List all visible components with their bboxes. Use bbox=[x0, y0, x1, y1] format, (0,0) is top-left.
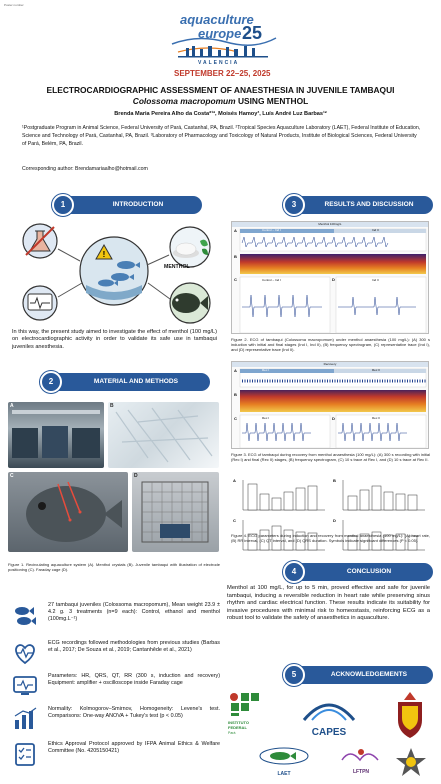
acknowledgement-logos bbox=[224, 690, 434, 782]
photo-label: A bbox=[10, 403, 14, 409]
methods-item-statistics bbox=[12, 706, 220, 734]
monitor-icon bbox=[12, 673, 38, 699]
event-brand-line2: europe bbox=[198, 26, 242, 41]
laet-logo-text: LAET bbox=[277, 771, 291, 777]
poster-subtitle bbox=[10, 96, 431, 107]
ifpa-logo-text2: FEDERAL bbox=[228, 724, 247, 730]
stage-label: Rec II bbox=[372, 416, 380, 420]
section-number: 2 bbox=[40, 371, 62, 393]
panel-label: D bbox=[333, 518, 336, 523]
species-name: Colossoma macropomum bbox=[132, 96, 236, 106]
fish-icon bbox=[12, 602, 38, 628]
stage-label: Control – Ind I bbox=[262, 278, 281, 282]
figure4-panel-a bbox=[243, 480, 325, 510]
conclusion-text: Menthol at 100 mg/L, for up to 5 min, proved effective and safe for juvenile tambaqui, inducing a reversible reduction in heart rate while preserving sinus rhythm and cardiac electrical function. These results indicate its suitability for invasive procedures with minimal risk to homeostasis, reinforcing ECG as a robust tool to validate the safety of anaesthetics in aquaculture. bbox=[227, 585, 430, 622]
ifpa-logo-graphic bbox=[228, 692, 268, 716]
methods-item-animals bbox=[12, 602, 220, 636]
lftpn-logo-graphic bbox=[336, 746, 386, 764]
panel-label: A bbox=[234, 368, 237, 373]
methods-item-ethics bbox=[12, 741, 220, 769]
section-acknowledgements-header bbox=[283, 666, 433, 684]
panel-label: D bbox=[332, 416, 335, 421]
fish-electrodes-graphic bbox=[8, 472, 128, 552]
figure3-caption: Figure 3. ECG of tambaqui during recovery from menthol anaesthesia (100 mg/L): (A) 300 s recording with initial (Rec I) and final (Rec II) stages, (B) frequency spectrogram, (C) 10 s trace at Rec I, and (D) 10 s trace at Rec II. bbox=[231, 452, 430, 463]
figure3-graphic bbox=[232, 367, 430, 450]
methods-text: ECG recordings followed methodologies from previous studies (Barbas et al., 2017; De Souza et al., 2019; Cantanhêde et al., 2021) bbox=[48, 640, 220, 653]
methods-text: 27 tambaqui juveniles (Colossoma macropomum), Mean weight 23.9 ± 4.2 g. 3 treatments (n=9 each): Control, ethanol and menthol (100mg.L⁻¹) bbox=[48, 602, 220, 622]
ecg-monitor-icon bbox=[23, 286, 57, 320]
badge-logo bbox=[394, 746, 428, 780]
photo-label: B bbox=[110, 403, 114, 409]
panel-label: C bbox=[234, 277, 237, 282]
laet-logo-graphic bbox=[254, 746, 314, 766]
section-label: RESULTS AND DISCUSSION bbox=[324, 201, 414, 208]
panel-label: C bbox=[234, 416, 237, 421]
section-number: 5 bbox=[283, 664, 305, 686]
figure1-photos bbox=[8, 402, 219, 552]
section-label: CONCLUSION bbox=[346, 568, 392, 575]
stage-label: Ind II bbox=[372, 278, 379, 282]
figure4-panel-b bbox=[343, 480, 425, 510]
authors: Brenda Maria Pereira Alho da Costa*¹², Moisés Hamoy³, Luís André Luz Barbas¹² bbox=[114, 111, 327, 117]
capes-logo-text: CAPES bbox=[311, 727, 347, 738]
affiliations: ¹Postgraduate Program in Animal Science, Federal University of Pará, Castanhal, PA, Brazil. ²Tropical Species Aquaculture Laboratory (LAET), Federal Institute of Education, Science and Technology of Pará, Castanhal, PA, Brazil. ³Laboratory of Pharmacology and Toxicology of Natural Products, Institute of Biological Sciences, Federal University of Pará, Belém, PA, Brazil. bbox=[22, 125, 421, 148]
figure2-ecg-induction bbox=[231, 221, 429, 334]
stage-label: Rec II bbox=[372, 368, 380, 372]
event-date: SEPTEMBER 22–25, 2025 bbox=[174, 69, 271, 78]
laet-logo bbox=[254, 746, 314, 780]
stage-label: Control – Ind I bbox=[262, 228, 281, 232]
photo-label: D bbox=[134, 473, 138, 479]
poster-tag: Poster number bbox=[4, 3, 24, 7]
university-crest-logo bbox=[390, 690, 430, 740]
ecg-heart-icon bbox=[12, 640, 38, 666]
menthol-label: MENTHOL bbox=[164, 264, 190, 270]
introduction-text: In this way, the present study aimed to investigate the effect of menthol (100 mg/L) on electrocardiographic activity in order to validate its safe use in tambaqui juveniles anesthesia. bbox=[12, 329, 217, 350]
stage-label: Rec I bbox=[262, 368, 270, 372]
photo-tambaqui-electrodes bbox=[8, 472, 128, 552]
statistics-icon bbox=[12, 706, 38, 732]
poster-title: ELECTROCARDIOGRAPHIC ASSESSMENT OF ANAESTHESIA IN JUVENILE TAMBAQUI bbox=[46, 85, 395, 95]
crystals-graphic bbox=[108, 402, 219, 468]
checklist-icon bbox=[12, 741, 38, 767]
figure2-header: Menthol 100mg/L bbox=[232, 222, 428, 227]
panel-label: B bbox=[234, 254, 237, 259]
lftpn-logo-text: LFTPN bbox=[352, 769, 370, 775]
ifpa-logo-text1: INSTITUTO bbox=[228, 720, 250, 725]
panel-label: B bbox=[333, 478, 336, 483]
methods-text: Parameters: HR, QRS, QT, RR (300 s, induction and recovery) Equipment: amplifier + oscilloscope inside Faraday cage bbox=[48, 673, 220, 686]
photo-aquaculture-system bbox=[8, 402, 104, 468]
photo-faraday-cage bbox=[132, 472, 219, 552]
methods-text: Ethics Approval Protocol approved by IFPA Animal Ethics & Welfare Committee (No. 4205150421) bbox=[48, 741, 220, 754]
ifpa-logo-text3: Pará bbox=[228, 730, 236, 735]
tambaqui-fish-icon bbox=[170, 283, 210, 323]
capes-logo-graphic bbox=[294, 696, 364, 722]
svg-text:!: ! bbox=[102, 250, 106, 259]
figure3-header: Recovery bbox=[232, 362, 428, 367]
stage-label: Rec I bbox=[262, 416, 270, 420]
section-results-header bbox=[283, 196, 433, 214]
intro-illustration bbox=[14, 219, 214, 329]
section-number: 3 bbox=[283, 194, 305, 216]
menthol-icon bbox=[170, 227, 210, 267]
event-city: VALENCIA bbox=[198, 60, 240, 66]
figure1-caption: Figure 1. Recirculating aquaculture system (A). Menthol crystals (B). Juvenile tambaqui with illustration of electrode positioning (C). Faraday cage (D). bbox=[8, 562, 220, 573]
section-label: INTRODUCTION bbox=[112, 201, 164, 208]
lftpn-logo bbox=[336, 746, 386, 780]
methods-item-parameters bbox=[12, 673, 220, 703]
photo-menthol-crystals bbox=[108, 402, 219, 468]
panel-label: B bbox=[234, 392, 237, 397]
methods-text: Normality: Kolmogorov–Smirnov, Homogeneity: Levene's test. Comparisons: One-way ANOVA + Tukey's test (p < 0.05) bbox=[48, 706, 220, 719]
faraday-cage-graphic bbox=[132, 472, 219, 552]
event-logo bbox=[168, 8, 278, 80]
methods-item-ecg bbox=[12, 640, 220, 670]
pond-icon bbox=[80, 237, 148, 305]
tank-graphic bbox=[8, 402, 104, 468]
subtitle-rest: USING MENTHOL bbox=[235, 96, 309, 106]
corresponding-author: Corresponding author: Brendamariaalho@hotmail.com bbox=[22, 166, 148, 172]
flask-icon bbox=[23, 224, 57, 258]
panel-label: A bbox=[233, 478, 236, 483]
section-methods-header bbox=[40, 373, 210, 391]
section-label: MATERIAL AND METHODS bbox=[93, 378, 179, 385]
figure4-caption: Figure 4. ECG parameters during induction and recovery from menthol anaesthesia (100 mg/L): (A) heart rate, (B) RR interval, (C) QT interval, and (D) QRS duration. Symbols indicate significant differences (P < 0.05). bbox=[231, 533, 430, 544]
photo-label: C bbox=[10, 473, 14, 479]
event-brand-line1: aquaculture bbox=[180, 12, 254, 27]
event-number: 25 bbox=[242, 23, 263, 43]
figure2-caption: Figure 2. ECG of tambaqui (Colossoma macropomum) under menthol anaesthesia (100 mg/L): (A) 300 s induction with initial and final stages (Ind I, Ind II), (B) frequency spectrogram, (C) representative trace (Ind I), and (D) representative trace (Ind II). bbox=[231, 337, 430, 353]
panel-label: C bbox=[233, 518, 236, 523]
ifpa-logo bbox=[228, 692, 268, 738]
badge-graphic bbox=[394, 746, 428, 780]
capes-logo bbox=[294, 696, 364, 736]
section-number: 4 bbox=[283, 561, 305, 583]
panel-label: A bbox=[234, 228, 237, 233]
section-introduction-header bbox=[52, 196, 202, 214]
section-conclusion-header bbox=[283, 563, 433, 581]
figure3-ecg-recovery bbox=[231, 361, 429, 449]
section-number: 1 bbox=[52, 194, 74, 216]
stage-label: Ind II bbox=[372, 228, 379, 232]
panel-label: D bbox=[332, 277, 335, 282]
crest-graphic bbox=[390, 690, 430, 740]
section-label: ACKNOWLEDGEMENTS bbox=[330, 671, 408, 678]
